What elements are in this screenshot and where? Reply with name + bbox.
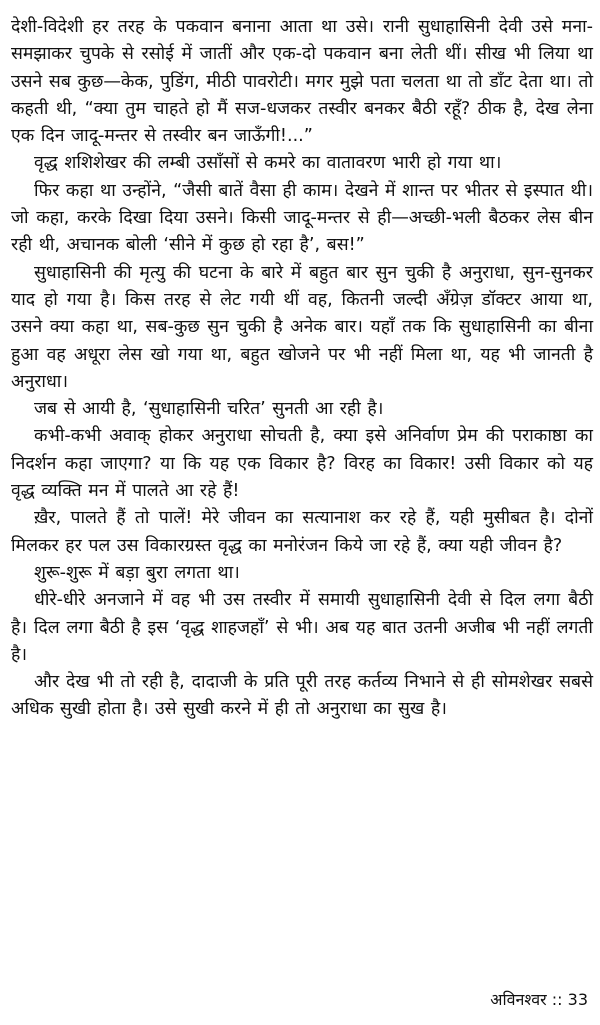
paragraph-9: धीरे-धीरे अनजाने में वह भी उस तस्वीर में समायी सुधाहासिनी देवी से दिल लगा बैठी है। दिल लगा बैठी है इस ‘वृद्ध शाहजहाँ’ से भी। अब यह बात उतनी अजीब भी नहीं लगती है। [11,590,593,665]
paragraph-7: ख़ैर, पालते हैं तो पालें! मेरे जीवन का सत्यानाश कर रहे हैं, यही मुसीबत है। दोनों मिलकर हर पल उस विकारग्रस्त वृद्ध का मनोरंजन किये जा रहे हैं, क्या यही जीवन है? [11,508,593,556]
body-text [11,14,593,724]
paragraph-8: शुरू-शुरू में बड़ा बुरा लगता था। [34,562,240,583]
paragraph-6: कभी-कभी अवाक् होकर अनुराधा सोचती है, क्या इसे अनिर्वाण प्रेम की पराकाष्ठा का निदर्शन कहा जाएगा? या कि यह एक विकार है? विरह का विकार! उसी विकार को यह वृद्ध व्यक्ति मन में पालते आ रहे हैं! [11,426,593,502]
paragraph-10: और देख भी तो रही है, दादाजी के प्रति पूरी तरह कर्तव्य निभाने से ही सोमशेखर सबसे अधिक सुखी होता है। उसे सुखी करने में ही तो अनुराधा का सुख है। [11,672,593,720]
paragraph-3: फिर कहा था उन्होंने, “जैसी बातें वैसा ही काम। देखने में शान्त पर भीतर से इस्पात थी। जो कहा, करके दिखा दिया उसने। किसी जादू-मन्तर से ही—अच्छी-भली बैठकर लेस बीन रही थी, अचानक बोली ‘सीने में कुछ हो रहा है’, बस!” [11,180,593,256]
footer-book-title: अविनश्वर [490,990,547,1009]
page-number: 33 [567,990,588,1009]
footer-separator: :: [551,990,563,1009]
page-footer [490,990,588,1010]
paragraph-1: देशी-विदेशी हर तरह के पकवान बनाना आता था उसे। रानी सुधाहासिनी देवी उसे मना-समझाकर चुपके से रसोई में जातीं और एक-दो पकवान बना लेती थीं। सीख भी लिया था उसने सब कुछ—केक, पुडिंग, मीठी पावरोटी। मगर मुझे पता चलता था तो डाँट देता था। तो कहती थी, “क्या तुम चाहते हो मैं सज-धजकर तस्वीर बनकर बैठी रहूँ? ठीक है, देख लेना एक दिन जादू-मन्तर से तस्वीर बन जाऊँगी!...” [11,17,593,147]
paragraph-2: वृद्ध शशिशेखर की लम्बी उसाँसों से कमरे का वातावरण भारी हो गया था। [34,153,502,174]
paragraph-5: जब से आयी है, ‘सुधाहासिनी चरित’ सुनती आ रही है। [34,399,384,420]
paragraph-4: सुधाहासिनी की मृत्यु की घटना के बारे में बहुत बार सुन चुकी है अनुराधा, सुन-सुनकर याद हो गया है। किस तरह से लेट गयी थीं वह, कितनी जल्दी अँग्रेज़ डॉक्टर आया था, उसने क्या कहा था, सब-कुछ सुन चुकी है अनेक बार। यहाँ तक कि सुधाहासिनी का बीना हुआ वह अधूरा लेस खो गया था, बहुत खोजने पर भी नहीं मिला था, यह भी जानती है अनुराधा। [11,262,593,392]
